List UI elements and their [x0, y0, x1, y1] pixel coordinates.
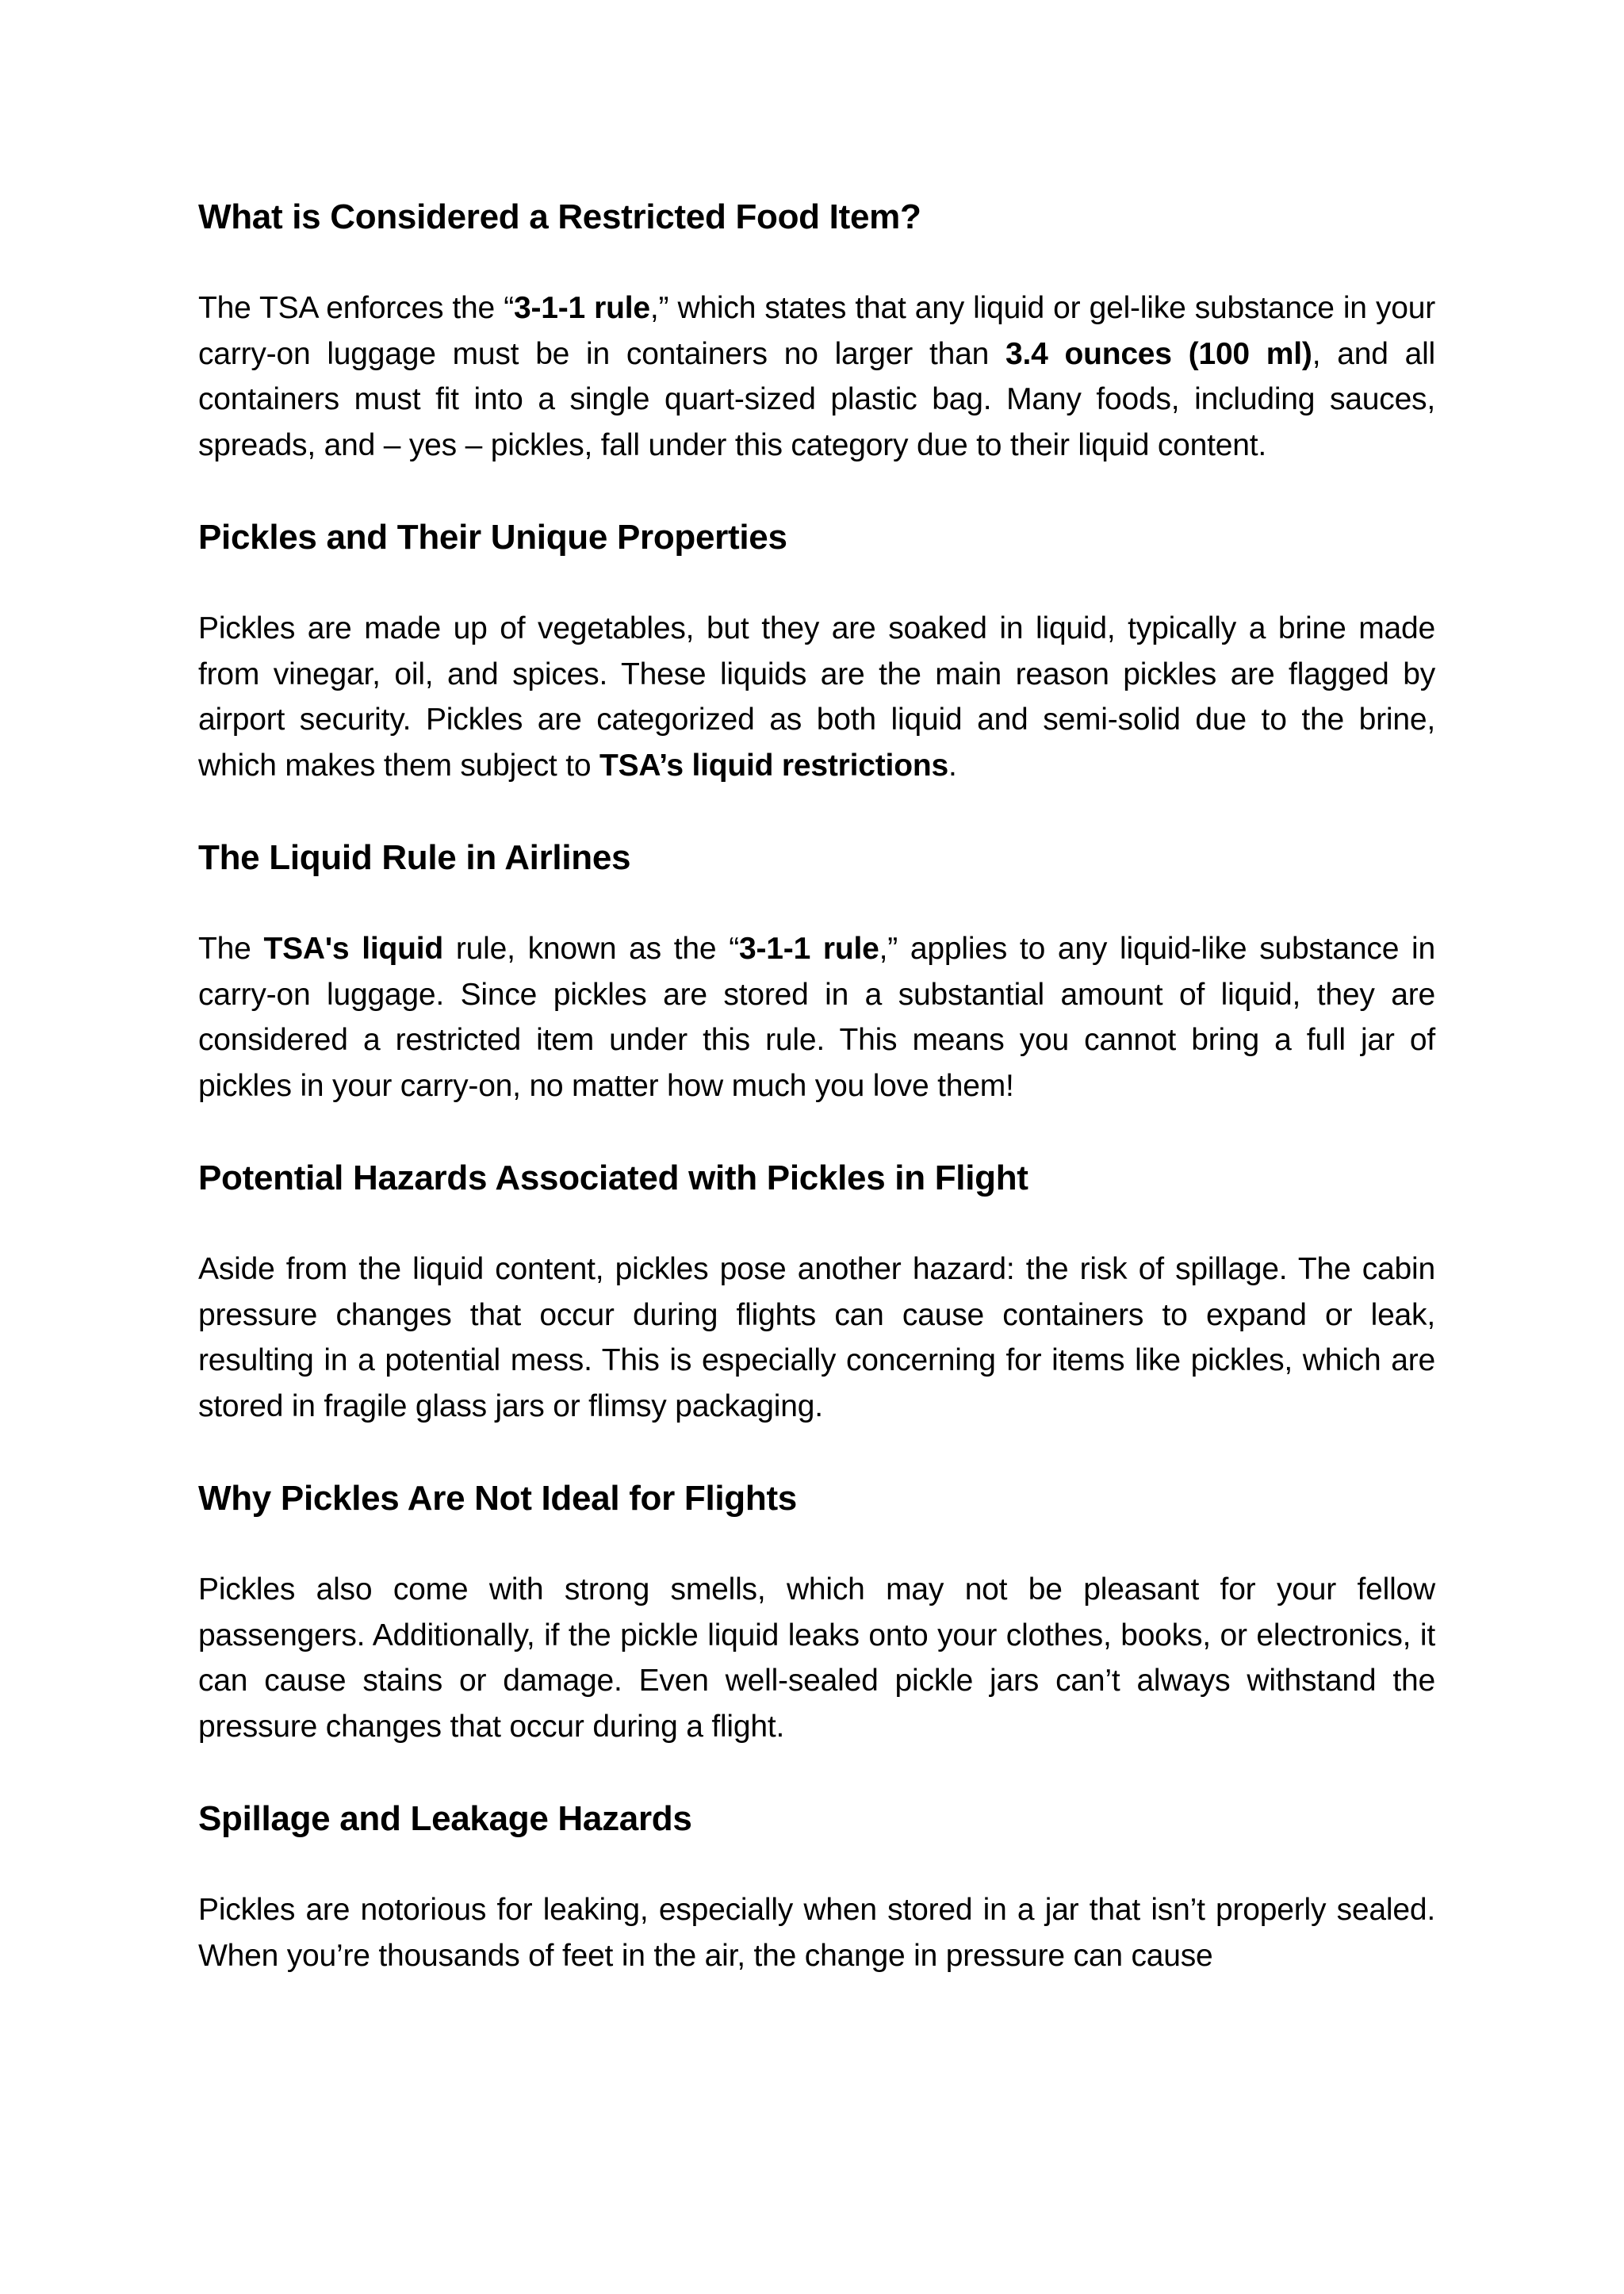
section-paragraph [198, 1567, 1435, 1749]
section-paragraph [198, 285, 1435, 468]
section-paragraph [198, 926, 1435, 1109]
section-heading: What is Considered a Restricted Food Item? [198, 197, 921, 236]
bold-text-run: 3-1-1 rule [739, 932, 879, 966]
section-heading: Why Pickles Are Not Ideal for Flights [198, 1479, 797, 1518]
text-run: Aside from the liquid content, pickles pose another hazard: the risk of spillage. The cabin pressure changes that occur during flights can cause containers to expand or leak, resulting in a potential mess. This is especially concerning for items like pickles, which are stored in fragile glass jars or flimsy packaging. [198, 1252, 1435, 1423]
text-run: The [198, 932, 264, 966]
section-heading: Potential Hazards Associated with Pickles in Flight [198, 1158, 1028, 1197]
text-run: The TSA enforces the “ [198, 291, 514, 325]
text-run: ,” which states that any liquid or gel-like substance in your carry-on luggage must be in containers no larger than [198, 291, 1436, 371]
text-run: . [948, 748, 957, 783]
text-run: Pickles are made up of vegetables, but they are soaked in liquid, typically a brine made from vinegar, oil, and spices. These liquids are the main reason pickles are flagged by airport security. Pickles are categorized as both liquid and semi-solid due to the brine, which makes them subject to [198, 611, 1435, 783]
section-liquid-rule [198, 834, 1435, 1109]
text-run: ,” applies to any liquid-like substance in carry-on luggage. Since pickles are stored in a substantial amount of liquid, they are considered a restricted item under this rule. This means you cannot bring a full jar of pickles in your carry-on, no matter how much you love them! [198, 932, 1435, 1103]
section-restricted-food [198, 193, 1435, 468]
text-run: Pickles also come with strong smells, which may not be pleasant for your fellow passengers. Additionally, if the pickle liquid leaks onto your clothes, books, or electronics, it can cause stains or damage. Even well-sealed pickle jars can’t always withstand the pressure changes that occur during a flight. [198, 1572, 1435, 1744]
section-not-ideal [198, 1475, 1435, 1749]
section-paragraph [198, 606, 1435, 788]
bold-text-run: 3.4 ounces (100 ml) [1005, 336, 1312, 371]
section-potential-hazards [198, 1155, 1435, 1429]
section-heading: Spillage and Leakage Hazards [198, 1799, 692, 1838]
section-paragraph [198, 1887, 1435, 1978]
bold-text-run: TSA's liquid [263, 932, 444, 966]
document-page [198, 193, 1435, 1978]
bold-text-run: TSA’s liquid restrictions [599, 748, 948, 783]
text-run: Pickles are notorious for leaking, especially when stored in a jar that isn’t properly sealed. When you’re thousands of feet in the air, the change in pressure can cause [198, 1893, 1435, 1973]
section-heading: The Liquid Rule in Airlines [198, 838, 631, 877]
text-run: , and all containers must fit into a single quart-sized plastic bag. Many foods, including sauces, spreads, and – yes – pickles, fall under this category due to their liquid content. [198, 336, 1436, 462]
section-spillage [198, 1795, 1435, 1978]
bold-text-run: 3-1-1 rule [513, 291, 650, 325]
section-paragraph [198, 1247, 1435, 1429]
section-heading: Pickles and Their Unique Properties [198, 518, 787, 557]
text-run: rule, known as the “ [443, 932, 740, 966]
section-pickle-properties [198, 514, 1435, 788]
